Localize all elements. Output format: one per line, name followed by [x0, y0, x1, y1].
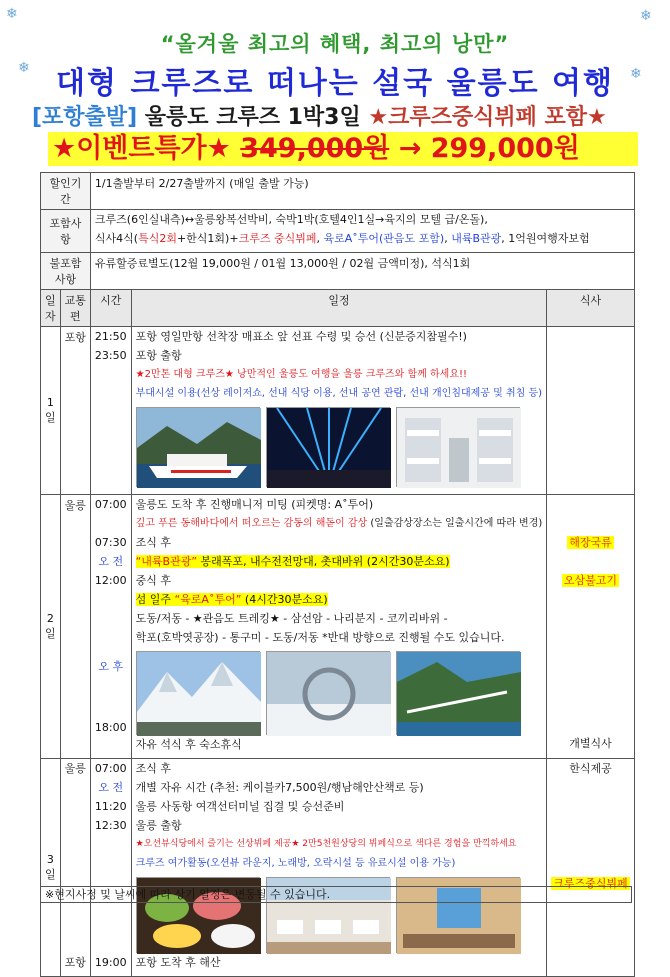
- laser-show-photo: [266, 407, 390, 487]
- trip-name: 울릉도 크루즈 1박3일: [137, 105, 369, 130]
- cabin-photo: [396, 407, 520, 487]
- day2-times: 07:00 07:30 오 전 12:00 오 후 18:00: [90, 495, 131, 759]
- exclude-label: 불포함사항: [41, 253, 91, 290]
- col-day: 일자: [41, 290, 61, 327]
- day2-label: 2일: [41, 495, 61, 759]
- day3-transport: 울릉 포항: [60, 759, 90, 977]
- include-row: [41, 210, 635, 253]
- discount-row: [41, 173, 635, 210]
- day1-photos: [136, 407, 543, 487]
- snowflake-icon: ❄: [18, 60, 30, 76]
- snowflake-icon: ❄: [630, 66, 642, 82]
- exclude-row: [41, 253, 635, 290]
- discount-label: 할인기간: [41, 173, 91, 210]
- table-header: [41, 290, 635, 327]
- new-price: 299,000원: [430, 133, 580, 164]
- day1-row: [41, 327, 635, 495]
- snowflake-icon: ❄: [6, 6, 18, 22]
- col-schedule: 일정: [131, 290, 547, 327]
- include-value: 크루즈(6인실내측)↔울릉왕복선박비, 숙박1박(호텔4인1실→육지의 모텔 급/온돌), 식사4식(특식2회+한식1회)+크루즈 중식뷔페, 육로A˚투어(관음도 포함), 내륙B관광, 1억원여행자보험: [90, 210, 634, 253]
- day3-row: [41, 759, 635, 977]
- day1-label: 1일: [41, 327, 61, 495]
- itinerary-table: [40, 172, 635, 977]
- day1-times: 21:50 23:50: [90, 327, 131, 495]
- footer-note: ※현지사정 및 날씨에 따라 상기 일정은 변동될 수 있습니다.: [40, 886, 632, 903]
- exclude-value: 유류할증료별도(12월 19,000원 / 01월 13,000원 / 02월 금액미정), 석식1회: [90, 253, 634, 290]
- discount-value: 1/1출발부터 2/27출발까지 (매일 출발 가능): [90, 173, 634, 210]
- day1-transport: 포항: [60, 327, 90, 495]
- price-banner: [48, 132, 638, 166]
- include-label: 포함사항: [41, 210, 91, 253]
- col-transport: 교통편: [60, 290, 90, 327]
- day1-meal: [547, 327, 634, 495]
- arrow: →: [389, 133, 431, 164]
- day2-schedule: 울릉도 도착 후 진행매니저 미팅 (피켓명: A˚투어) 깊고 푸른 동해바다에서 떠오르는 감동의 해돋이 감상 (일출감상장소는 일출시간에 따라 변경) 조식 후 “내륙B관광” 봉래폭포, 내수전전망대, 촛대바위 (2시간30분소요) 중식 후 섬 일주 “육로A˚투어” (4시간30분소요) 도동/저동 - ★관음도 트레킹★ - 삼선암 - 나리분지 - 코끼리바위 - 학포(호박엿공장) - 통구미 - 도동/저동 *반대 방향으로 진행될 수도 있습니다. 자유 석식 후 숙소휴식: [131, 495, 547, 759]
- snow-mountain-photo: [136, 651, 260, 735]
- event-label: ★이벤트특가★: [52, 133, 241, 164]
- trip-summary: [32, 100, 642, 131]
- promo-subtitle: “올겨울 최고의 혜택, 최고의 낭만”: [160, 32, 510, 56]
- day1-schedule: 포항 영일만항 선착장 매표소 앞 선표 수령 및 승선 (신분증지참필수!) 포항 출항 ★2만톤 대형 크루즈★ 낭만적인 울릉도 여행을 울릉 크루즈와 함께 하세요!! 부대시설 이용(선상 레이저쇼, 선내 식당 이용, 선내 공연 관람, 선내 개인침대제공 및 취침 등): [131, 327, 547, 495]
- snowflake-icon: ❄: [640, 8, 652, 24]
- buffet-badge: ★크루즈중식뷔페 포함★: [368, 105, 607, 130]
- departure-tag: [포항출발]: [32, 105, 138, 130]
- col-meal: 식사: [547, 290, 634, 327]
- day3-schedule: 조식 후 개별 자유 시간 (추천: 케이블카7,500원/행남해안산책로 등) 울릉 사동항 여객선터미널 집결 및 승선준비 울릉 출항 ★오션뷰식당에서 즐기는 선상뷔페 제공★ 2만5천원상당의 뷔페식으로 색다른 경험을 만끽하세요 크루즈 여가활동(오션뷰 라운지, 노래방, 오락시설 등 유료시설 이용 가능) 포항 도착 후 해산: [131, 759, 547, 977]
- day2-transport: 울릉: [60, 495, 90, 759]
- day3-label: 3일: [41, 759, 61, 977]
- cruise-ship-photo: [136, 407, 260, 487]
- day2-photos: [136, 651, 543, 735]
- ring-sculpture-photo: [266, 651, 390, 735]
- old-price: 349,000원: [240, 133, 390, 164]
- coast-bridge-photo: [396, 651, 520, 735]
- promo-title: 대형 크루즈로 떠나는 설국 울릉도 여행: [56, 66, 614, 101]
- day3-times: 07:00 오 전 11:20 12:30 19:00: [90, 759, 131, 977]
- day3-meals: 한식제공 크루즈중식뷔페: [547, 759, 634, 977]
- day2-row: [41, 495, 635, 759]
- col-time: 시간: [90, 290, 131, 327]
- day2-meals: 해장국류 오삼불고기 개별식사: [547, 495, 634, 759]
- promo-header: [0, 0, 670, 172]
